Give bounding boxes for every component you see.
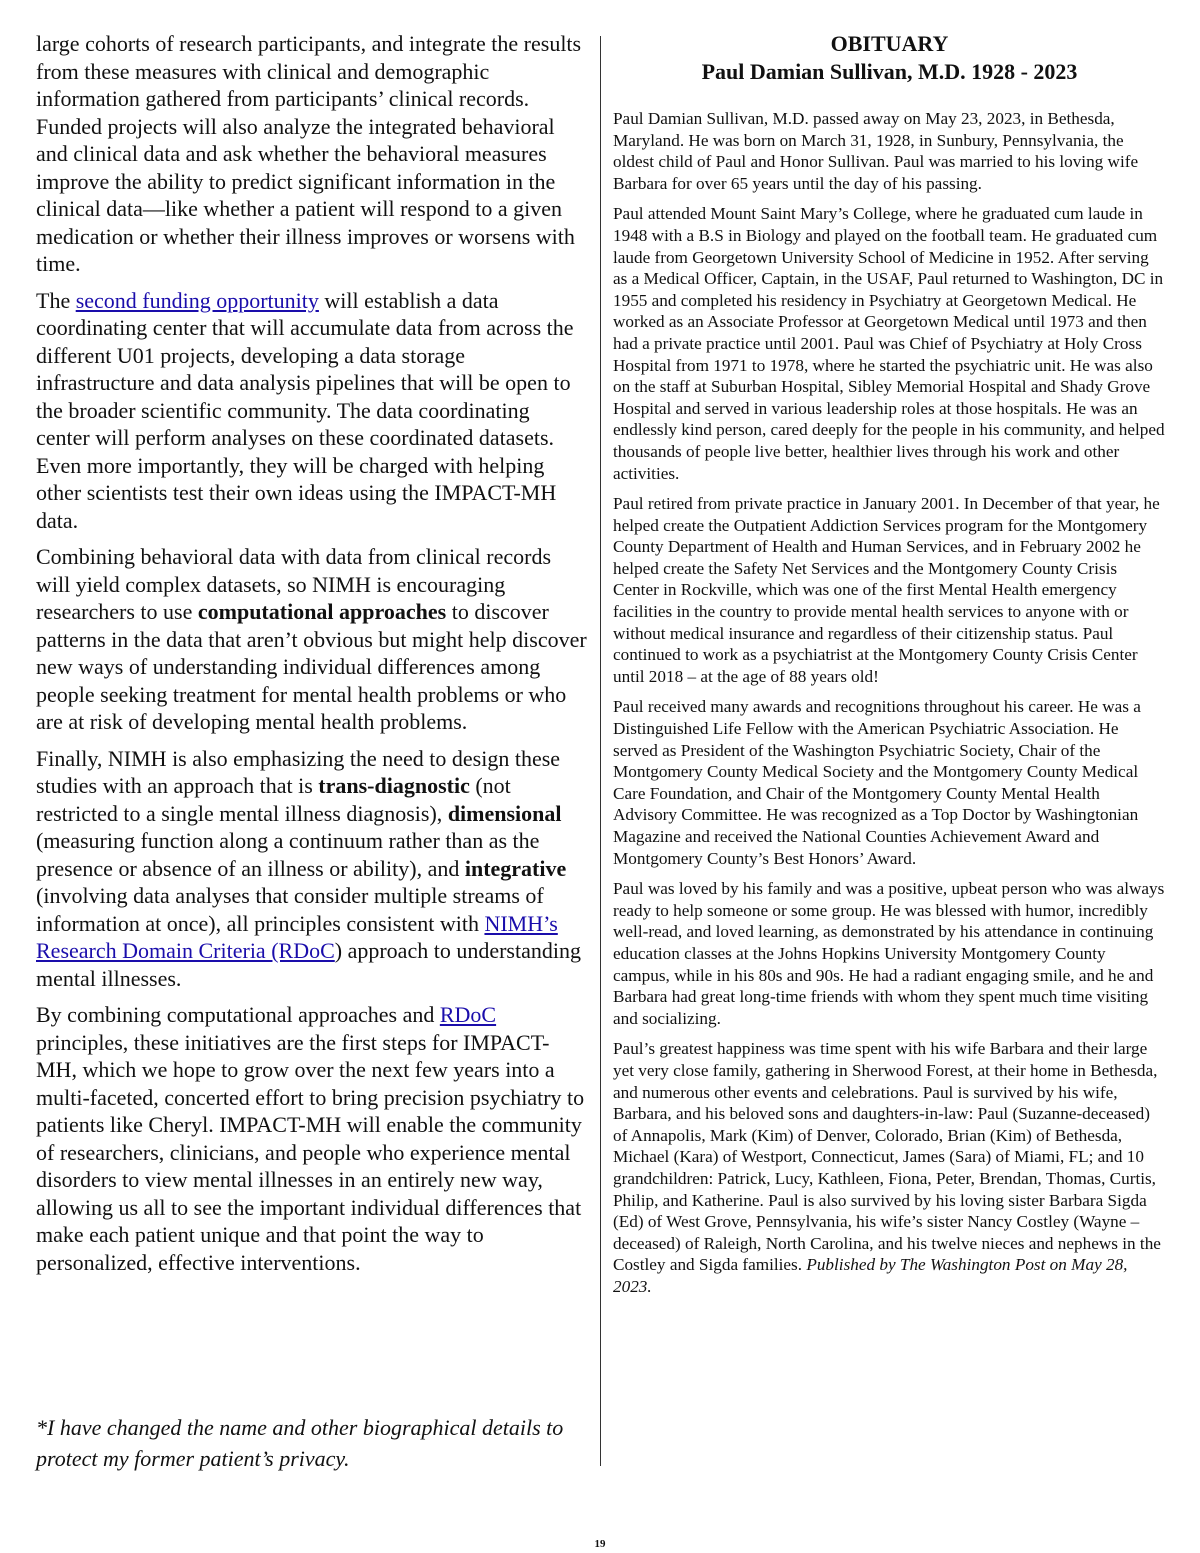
- obituary-paragraph: Paul received many awards and recognitions throughout his career. He was a Distinguished Life Fellow with the American Psychiatric Association. He served as President of the Washington Psychiatric Society, Chair of the Montgomery County Medical Society and the Montgomery County Medical Care Foundation, and Chair of the Montgomery County Mental Health Advisory Committee. He was recognized as a Top Doctor by Washingtonian Magazine and received the National Counties Achievement Award and Montgomery County’s Best Honors’ Award.: [613, 697, 1141, 868]
- paragraph-text: The: [36, 287, 76, 313]
- obituary-paragraph: [613, 1038, 1166, 1297]
- paragraph-text: Combining behavioral data with data from clinical records will yield complex datasets, so NIMH is encouraging researchers to use: [36, 544, 552, 624]
- article-paragraph: [36, 745, 588, 993]
- article-paragraph: [36, 543, 588, 736]
- obituary-paragraph: Paul Damian Sullivan, M.D. passed away on May 23, 2023, in Bethesda, Maryland. He was born on March 31, 1928, in Sunbury, Pennsylvania, the oldest child of Paul and Honor Sullivan. Paul was married to his loving wife Barbara for over 65 years until the day of his passing.: [613, 109, 1139, 193]
- page-number: 19: [594, 1538, 606, 1550]
- paragraph-text: By combining computational approaches and: [36, 1002, 440, 1027]
- obituary-paragraph: Paul retired from private practice in January 2001. In December of that year, he helped create the Outpatient Addiction Services program for the Montgomery County Department of Health and Human Services, and in February 2002 he helped create the Safety Net Services and the Montgomery County Crisis Center in Rockville, which was one of the first Mental Health emergency facilities in the country to provide mental health services to anyone with or without medical insurance and regardless of their citizenship status. Paul continued to work as a psychiatrist at the Montgomery County Crisis Center until 2018 – at the age of 88 years old!: [613, 494, 1160, 686]
- rdoc-link[interactable]: RDoC: [439, 1002, 497, 1027]
- paragraph-text: Finally, NIMH is also emphasizing the need to design these studies with an approach that is: [36, 745, 561, 798]
- paragraph-text: (not restricted to a single mental illness diagnosis),: [36, 773, 511, 826]
- article-paragraph: [36, 30, 588, 278]
- bold-term: integrative: [464, 855, 567, 881]
- paragraph-text: principles, these initiatives are the first steps for IMPACT-MH, which we hope to grow over the next few years into a multi-faceted, concerted effort to bring precision psychiatry to patients like Cheryl. IMPACT-MH will enable the community of researchers, clinicians, and people who experience mental disorders to view mental illnesses in an entirely new way, allowing us all to see the important individual differences that make each patient unique and that point the way to personalized, effective interventions.: [36, 1029, 585, 1275]
- bold-term: trans-diagnostic: [318, 773, 470, 798]
- obituary-paragraph: Paul was loved by his family and was a positive, upbeat person who was always ready to help someone or some group. He was blessed with humor, incredibly well-read, and loved learning, as demonstrated by his attendance in continuing education classes at the Johns Hopkins University Montgomery County campus, while in his 80s and 90s. He had a radiant engaging smile, and he and Barbara had great long-time friends with whom they spent much time visiting and socializing.: [613, 879, 1165, 1028]
- paragraph-text: to discover patterns in the data that aren’t obvious but might help discover new ways of understanding individual differences among people seeking treatment for mental health problems or who are at risk of developing mental health problems.: [36, 599, 587, 734]
- column-divider: [600, 36, 601, 1466]
- bold-term: dimensional: [447, 800, 562, 826]
- paragraph-text: large cohorts of research participants, and integrate the results from these measures with clinical and demographic information gathered from participants’ clinical records. Funded projects will also analyze the integrated behavioral and clinical data and ask whether the behavioral measures improve the ability to predict significant information in the clinical data—like whether a patient will respond to a given medication or whether their illness improves or worsens with time.: [36, 31, 582, 276]
- article-column: [36, 30, 588, 1285]
- article-paragraph: [36, 287, 588, 535]
- paragraph-text: ) approach to understanding mental illnesses.: [36, 938, 581, 991]
- publication-note: Published by The Washington Post on May 28, 2023.: [613, 1255, 1128, 1296]
- second-funding-opportunity-link[interactable]: second funding opportunity: [75, 287, 319, 313]
- rdoc-criteria-link[interactable]: NIMH’s Research Domain Criteria (RDoC: [36, 910, 558, 963]
- paragraph-text: will establish a data coordinating center that will accumulate data from across the different U01 projects, developing a data storage infrastructure and data analysis pipelines that will be open to the broader scientific community. The data coordinating center will perform analyses on these coordinated datasets. Even more importantly, they will be charged with helping other scientists test their own ideas using the IMPACT-MH data.: [36, 287, 574, 533]
- paragraph-text: Paul’s greatest happiness was time spent with his wife Barbara and their large yet very close family, gathering in Sherwood Forest, at their home in Bethesda, and numerous other events and celebrations. Paul is survived by his wife, Barbara, and his beloved sons and daughters-in-law: Paul (Suzanne-deceased) of Annapolis, Mark (Kim) of Denver, Colorado, Brian (Kim) of Bethesda, Michael (Kara) of Westport, Connecticut, James (Sara) of Miami, FL; and 10 grandchildren: Patrick, Lucy, Kathleen, Fiona, Peter, Brendan, Thomas, Curtis, Philip, and Katherine. Paul is also survived by his loving sister Barbara Sigda (Ed) of West Grove, Pennsylvania, his wife’s sister Nancy Costley (Wayne – deceased) of Raleigh, North Carolina, and his twelve nieces and nephews in the Costley and Sigda families.: [613, 1039, 1161, 1275]
- bold-term: computational approaches: [197, 599, 447, 624]
- article-paragraph: [36, 1001, 588, 1276]
- paragraph-text: (measuring function along a continuum rather than as the presence or absence of an illness or ability), and: [36, 828, 540, 881]
- obituary-paragraph: Paul attended Mount Saint Mary’s College, where he graduated cum laude in 1948 with a B.S in Biology and played on the football team. He graduated cum laude from Georgetown University School of Medicine in 1952. After serving as a Medical Officer, Captain, in the USAF, Paul returned to Washington, DC in 1955 and completed his residency in Psychiatry at Georgetown Medical. He worked as an Associate Professor at Georgetown Medical until 1973 and then had a private practice until 2001. Paul was Chief of Psychiatry at Holy Cross Hospital from 1971 to 1978, where he started the psychiatric unit. He was also on the staff at Suburban Hospital, Sibley Memorial Hospital and Shady Grove Hospital and served in various leadership roles at those hospitals. He was an endlessly kind person, cared deeply for the people in his community, and helped thousands of people live better, healthier lives through his work and other activities.: [613, 204, 1165, 483]
- obituary-column: [613, 30, 1166, 1306]
- paragraph-text: (involving data analyses that consider multiple streams of information at once), all principles consistent with: [36, 883, 544, 936]
- obituary-title: Paul Damian Sullivan, M.D. 1928 - 2023: [701, 59, 1078, 84]
- footnote: *I have changed the name and other biographical details to protect my former patient’s privacy.: [36, 1415, 564, 1471]
- obituary-heading: OBITUARY: [830, 31, 949, 56]
